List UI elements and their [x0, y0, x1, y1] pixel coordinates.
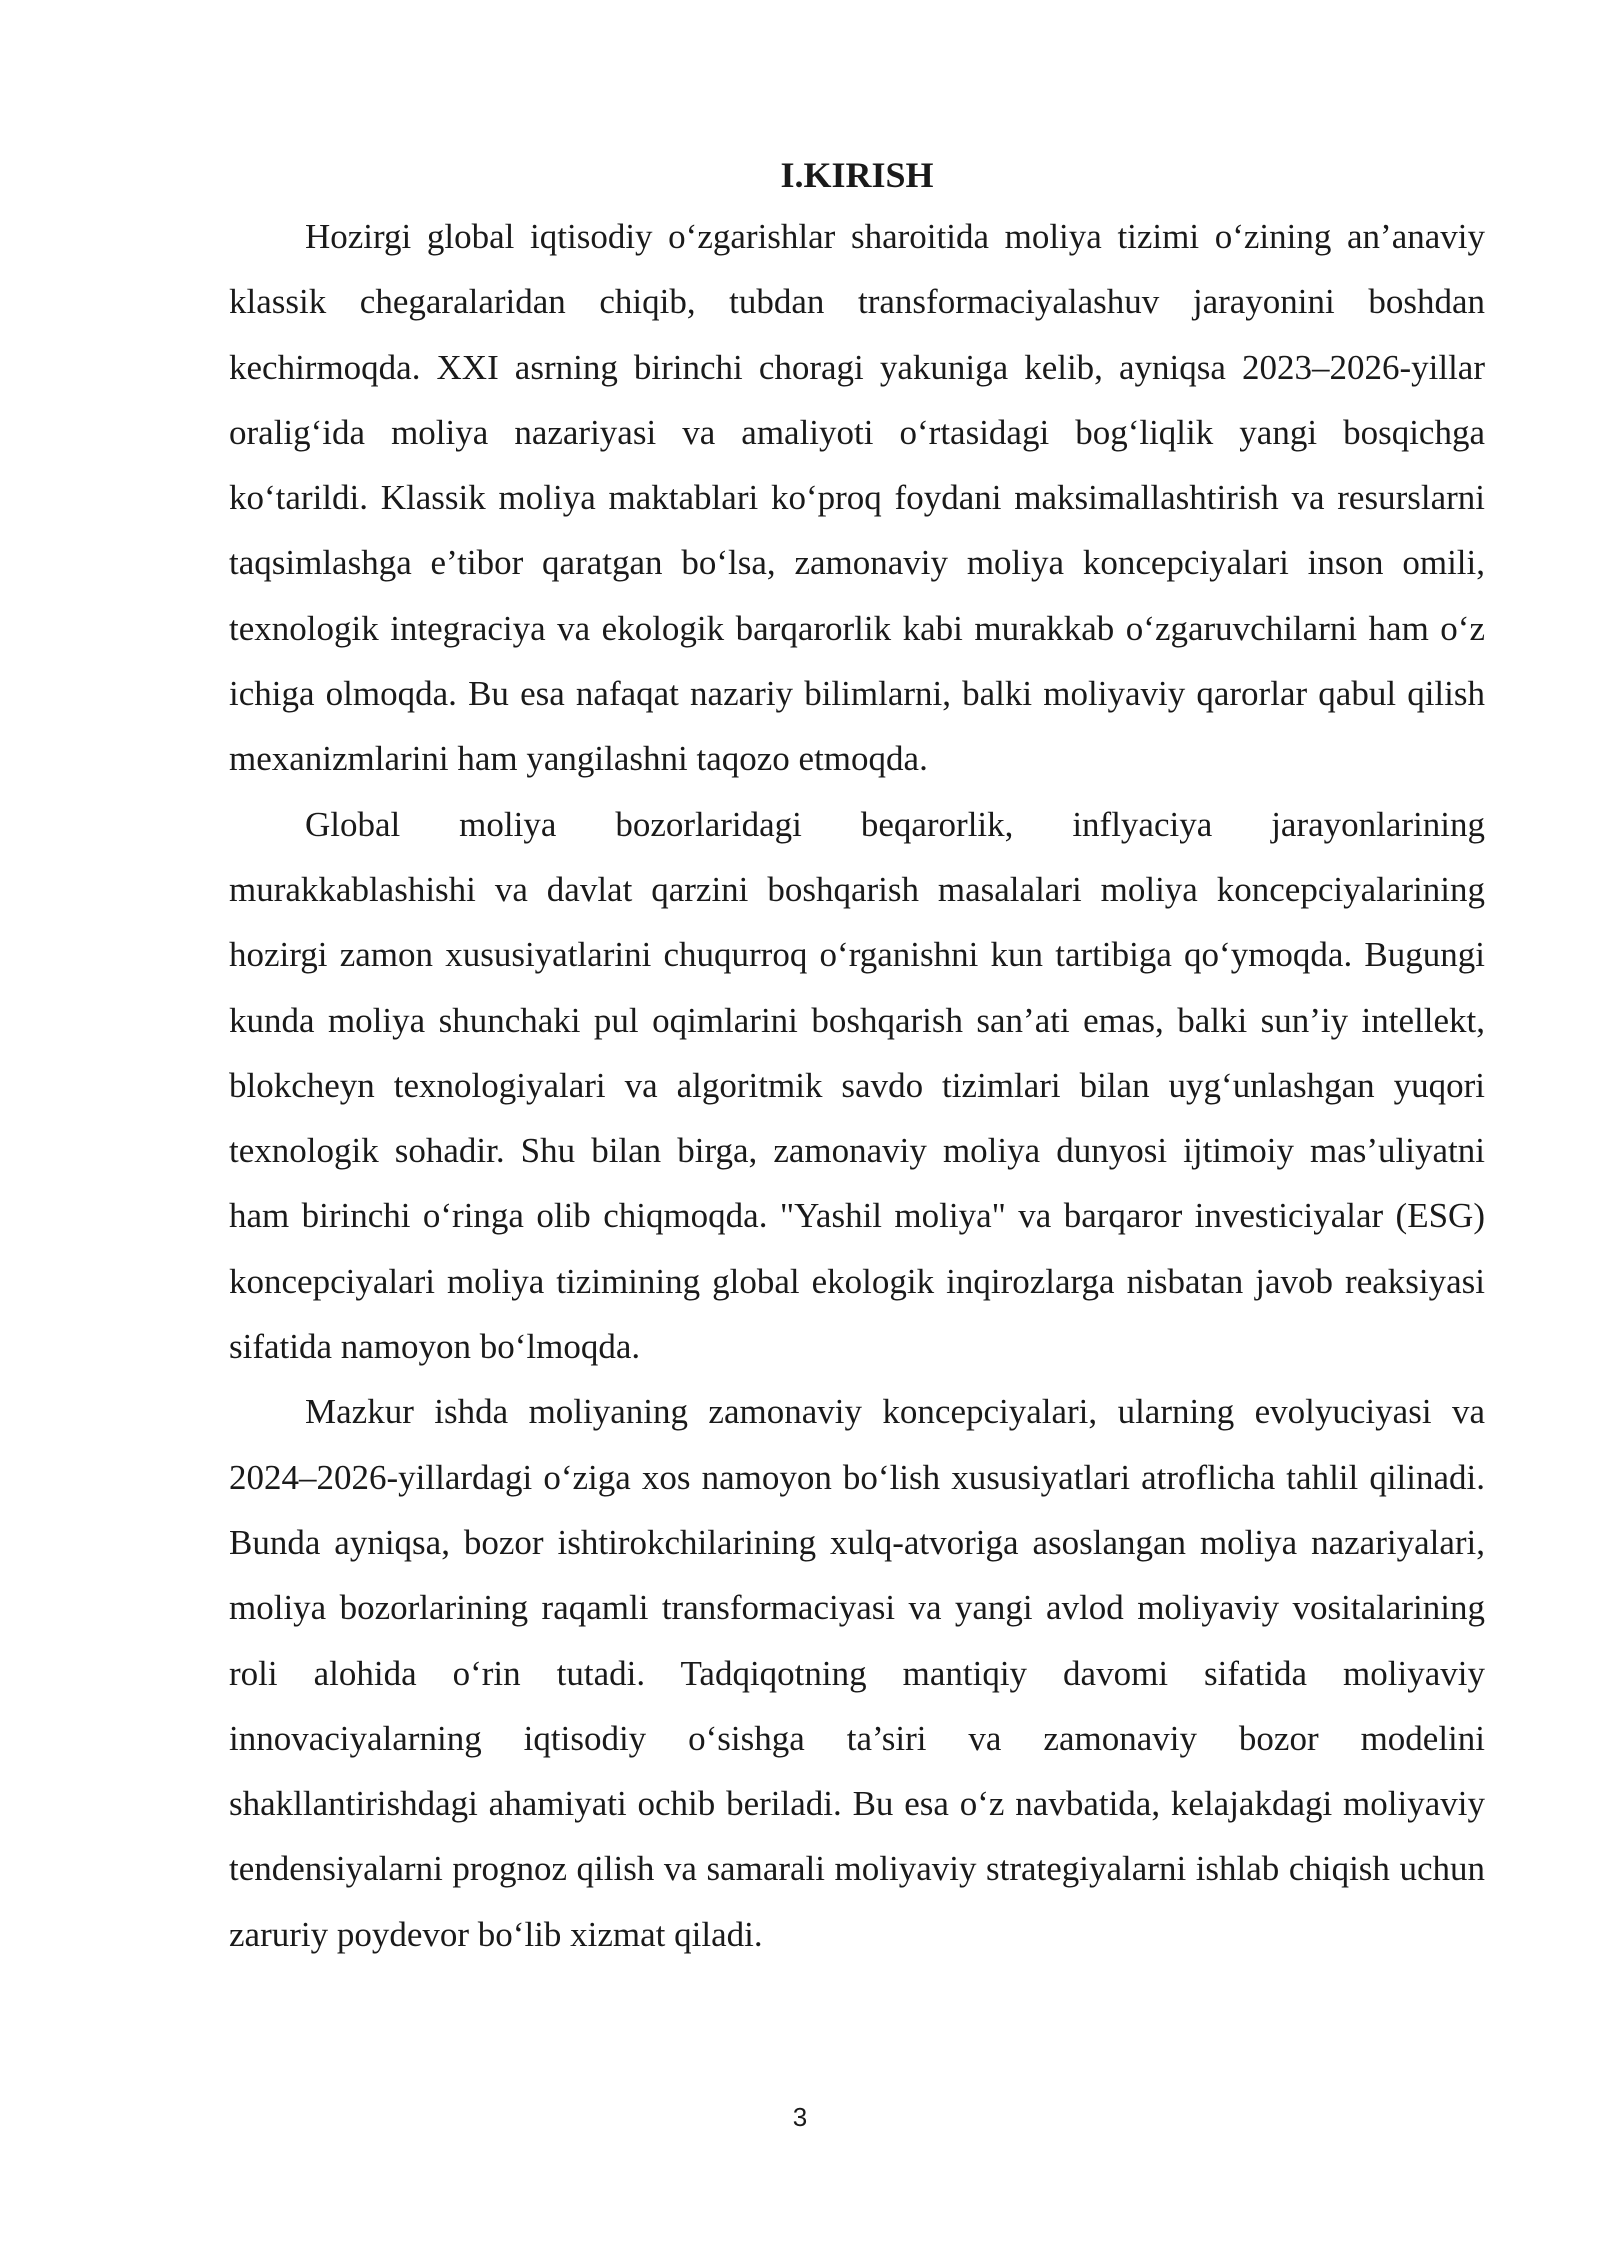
paragraph-1: Hozirgi global iqtisodiy o‘zgarishlar sharoitida moliya tizimi o‘zining an’anaviy klassik chegaralaridan chiqib, tubdan transformaciyalashuv jarayonini boshdan kechirmoqda. XXI asrning birinchi choragi yakuniga kelib, ayniqsa 2023–2026-yillar oralig‘ida moliya nazariyasi va amaliyoti o‘rtasidagi bog‘liqlik yangi bosqichga ko‘tarildi. Klassik moliya maktablari ko‘proq foydani maksimallashtirish va resurslarni taqsimlashga e’tibor qaratgan bo‘lsa, zamonaviy moliya koncepciyalari inson omili, texnologik integraciya va ekologik barqarorlik kabi murakkab o‘zgaruvchilarni ham o‘z ichiga olmoqda. Bu esa nafaqat nazariy bilimlarni, balki moliyaviy qarorlar qabul qilish mexanizmlarini ham yangilashni taqozo etmoqda.: [229, 217, 1485, 779]
page-body: [229, 146, 1485, 1967]
paragraph-3: Mazkur ishda moliyaning zamonaviy koncepciyalari, ularning evolyuciyasi va 2024–2026-yillardagi o‘ziga xos namoyon bo‘lish xususiyatlari atroflicha tahlil qilinadi. Bunda ayniqsa, bozor ishtirokchilarining xulq-atvoriga asoslangan moliya nazariyalari, moliya bozorlarining raqamli transformaciyasi va yangi avlod moliyaviy vositalarining roli alohida o‘rin tutadi. Tadqiqotning mantiqiy davomi sifatida moliyaviy innovaciyalarning iqtisodiy o‘sishga ta’siri va zamonaviy bozor modelini shakllantirishdagi ahamiyati ochib beriladi. Bu esa o‘z navbatida, kelajakdagi moliyaviy tendensiyalarni prognoz qilish va samarali moliyaviy strategiyalarni ishlab chiqish uchun zaruriy poydevor bo‘lib xizmat qiladi.: [229, 1392, 1485, 1954]
page-number: 3: [792, 2102, 808, 2132]
section-heading: I.KIRISH: [780, 155, 934, 195]
paragraph-2: Global moliya bozorlaridagi beqarorlik, inflyaciya jarayonlarining murakkablashishi va davlat qarzini boshqarish masalalari moliya koncepciyalarining hozirgi zamon xususiyatlarini chuqurroq o‘rganishni kun tartibiga qo‘ymoqda. Bugungi kunda moliya shunchaki pul oqimlarini boshqarish san’ati emas, balki sun’iy intellekt, blokcheyn texnologiyalari va algoritmik savdo tizimlari bilan uyg‘unlashgan yuqori texnologik sohadir. Shu bilan birga, zamonaviy moliya dunyosi ijtimoiy mas’uliyatni ham birinchi o‘ringa olib chiqmoqda. "Yashil moliya" va barqaror investiciyalar (ESG) koncepciyalari moliya tizimining global ekologik inqirozlarga nisbatan javob reaksiyasi sifatida namoyon bo‘lmoqda.: [229, 804, 1485, 1367]
